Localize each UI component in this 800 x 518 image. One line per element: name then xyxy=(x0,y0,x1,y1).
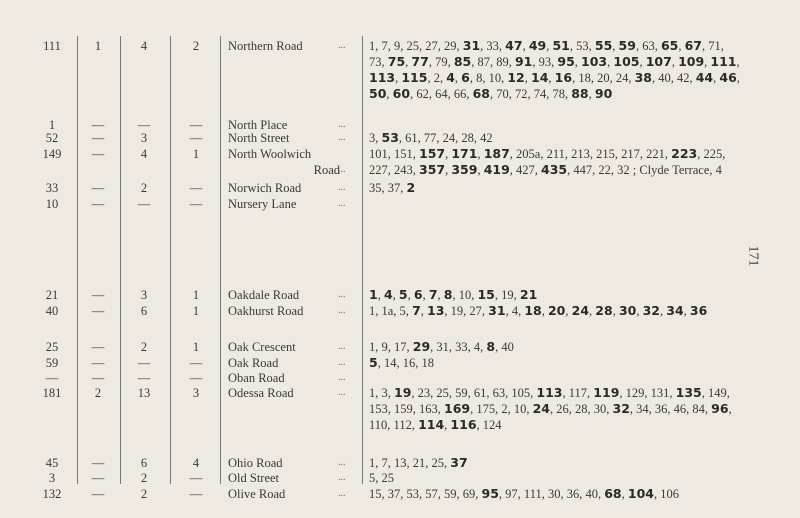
house-number-text: , 40 xyxy=(495,340,514,354)
count-column-3: 2 xyxy=(140,471,148,485)
total-count: 149 xyxy=(42,147,62,161)
house-number-text: , 149, 153, 159, 163, xyxy=(369,386,730,416)
bold-house-number: 95 xyxy=(481,486,499,501)
house-number-text: , xyxy=(405,55,412,69)
bold-house-number: 6 xyxy=(413,287,423,302)
count-column-3: — xyxy=(137,118,151,132)
house-numbers xyxy=(369,455,741,471)
house-number-text: , xyxy=(477,147,484,161)
leader-dots: ... xyxy=(338,182,346,193)
leader-dots: ... xyxy=(338,488,346,499)
leader-dots: ... xyxy=(338,372,346,383)
house-numbers xyxy=(369,38,741,102)
count-column-4: — xyxy=(189,371,203,385)
count-column-4: 1 xyxy=(192,147,200,161)
count-column-4: — xyxy=(189,356,203,370)
house-number-text: , 10, xyxy=(452,288,478,302)
house-number-text: , xyxy=(671,55,679,69)
bold-house-number: 75 xyxy=(387,54,406,69)
count-column-3: — xyxy=(137,197,151,211)
leader-dots: ... xyxy=(338,457,346,468)
count-column-2: — xyxy=(91,147,105,161)
house-number-text: , 70, 72, 74, 78, xyxy=(489,87,572,101)
bold-house-number: 113 xyxy=(536,385,563,400)
house-number-text: 62, 64, 66, xyxy=(416,87,473,101)
street-name: Nursery Lane xyxy=(228,197,297,211)
street-name: Oban Road xyxy=(228,371,285,385)
total-count: 59 xyxy=(45,356,59,370)
house-number-text: , 93, xyxy=(532,55,558,69)
bold-house-number: 36 xyxy=(689,303,708,318)
house-number-text: , 31, 33, 4, xyxy=(430,340,487,354)
house-number-text: , xyxy=(437,288,444,302)
house-number-text: , xyxy=(565,304,572,318)
house-number-text: , xyxy=(607,55,614,69)
column-rule-5 xyxy=(362,36,363,484)
count-column-3: 4 xyxy=(140,39,148,53)
house-number-text: , xyxy=(548,71,555,85)
bold-house-number: 5 xyxy=(398,287,408,302)
street-name: Oakdale Road xyxy=(228,288,300,302)
bold-house-number: 29 xyxy=(412,339,431,354)
count-column-3: — xyxy=(137,356,151,370)
bold-house-number: 7 xyxy=(412,303,421,318)
count-column-2: — xyxy=(91,131,105,145)
bold-house-number: 55 xyxy=(594,38,613,53)
bold-house-number: 32 xyxy=(612,401,630,416)
leader-dots: ... xyxy=(338,387,346,398)
bold-house-number: 31 xyxy=(488,303,506,318)
house-numbers xyxy=(369,470,741,486)
house-number-text: , 205a, 211, 213, 215, 217, 221, xyxy=(509,147,672,161)
count-column-2: — xyxy=(91,304,105,318)
column-rule-2 xyxy=(120,36,121,484)
street-name: Oak Crescent xyxy=(228,340,296,354)
bold-house-number: 77 xyxy=(411,54,429,69)
bold-house-number: 19 xyxy=(394,385,412,400)
house-number-text: 1, 3, xyxy=(369,386,394,400)
street-name: Northern Road xyxy=(228,39,303,53)
bold-house-number: 16 xyxy=(554,70,573,85)
street-name: North Place xyxy=(228,118,288,132)
count-column-3: 3 xyxy=(140,288,148,302)
bold-house-number: 4 xyxy=(446,70,455,85)
street-name: North Woolwich xyxy=(228,147,312,161)
total-count: 21 xyxy=(45,288,59,302)
leader-dots: ... xyxy=(338,472,346,483)
house-number-text: , 124 xyxy=(476,418,502,432)
count-column-2: — xyxy=(91,356,105,370)
count-column-2: — xyxy=(91,487,105,501)
bold-house-number: 95 xyxy=(557,54,575,69)
house-numbers xyxy=(369,146,741,178)
bold-house-number: 18 xyxy=(524,303,542,318)
count-column-2: — xyxy=(91,371,105,385)
house-number-text: , xyxy=(736,71,740,85)
house-number-text: 101, 151, xyxy=(369,147,419,161)
house-numbers xyxy=(369,486,741,502)
bold-house-number: 8 xyxy=(486,339,496,354)
house-number-text: , xyxy=(713,71,720,85)
count-column-3: 4 xyxy=(140,147,148,161)
house-number-text: , xyxy=(422,288,429,302)
bold-house-number: 67 xyxy=(684,38,702,53)
house-number-text: , xyxy=(541,304,548,318)
street-name: Old Street xyxy=(228,471,280,485)
house-number-text: , xyxy=(524,71,531,85)
house-number-text: , xyxy=(477,163,484,177)
house-number-text: , 34, 36, 46, 84, xyxy=(629,402,712,416)
bold-house-number: 14 xyxy=(531,70,549,85)
bold-house-number: 51 xyxy=(552,38,570,53)
bold-house-number: 187 xyxy=(483,146,510,161)
house-number-text: , 40, 42, xyxy=(651,71,696,85)
leader-dots: ... xyxy=(338,164,346,175)
house-number-text: , xyxy=(454,71,462,85)
house-number-text: , 87, 89, xyxy=(471,55,515,69)
bold-house-number: 171 xyxy=(451,146,478,161)
bold-house-number: 68 xyxy=(604,486,622,501)
bold-house-number: 28 xyxy=(595,303,613,318)
leader-dots: ... xyxy=(338,341,346,352)
bold-house-number: 1 xyxy=(369,287,378,302)
count-column-2: — xyxy=(91,456,105,470)
house-number-text: , xyxy=(444,418,451,432)
house-number-text: , 71, 73, xyxy=(369,39,724,69)
count-column-4: — xyxy=(189,131,203,145)
house-number-text: , xyxy=(612,39,619,53)
bold-house-number: 90 xyxy=(594,86,613,101)
house-number-text: , 97, 111, 30, 36, 40, xyxy=(498,487,605,501)
bold-house-number: 46 xyxy=(719,70,737,85)
page-number: 171 xyxy=(745,245,761,267)
bold-house-number: 419 xyxy=(483,162,510,177)
house-number-text: , xyxy=(704,55,711,69)
bold-house-number: 8 xyxy=(443,287,453,302)
house-number-text: , 53, xyxy=(569,39,595,53)
bold-house-number: 59 xyxy=(618,38,636,53)
house-number-text: , 63, xyxy=(635,39,661,53)
count-column-2: — xyxy=(91,288,105,302)
count-column-2: 1 xyxy=(94,39,102,53)
count-column-4: — xyxy=(189,181,203,195)
house-numbers xyxy=(369,303,741,319)
house-number-text: , xyxy=(445,147,452,161)
bold-house-number: 24 xyxy=(532,401,550,416)
house-number-text: , 33, xyxy=(480,39,506,53)
house-number-text: , xyxy=(588,87,595,101)
house-number-text: , 110, 112, xyxy=(369,402,732,432)
house-number-text: , 175, 2, 10, xyxy=(470,402,533,416)
count-column-2: — xyxy=(91,340,105,354)
house-number-text: , 79, xyxy=(428,55,454,69)
bold-house-number: 115 xyxy=(401,70,428,85)
total-count: 45 xyxy=(45,456,59,470)
house-number-text: , 117, xyxy=(562,386,594,400)
bold-house-number: 7 xyxy=(428,287,438,302)
bold-house-number: 37 xyxy=(450,455,468,470)
bold-house-number: 20 xyxy=(547,303,566,318)
house-number-text: , xyxy=(612,304,619,318)
house-numbers xyxy=(369,287,741,303)
bold-house-number: 12 xyxy=(507,70,525,85)
bold-house-number: 114 xyxy=(418,417,445,432)
count-column-4: — xyxy=(189,471,203,485)
count-column-3: 2 xyxy=(140,487,148,501)
house-number-text: , 427, xyxy=(509,163,542,177)
leader-dots: ... xyxy=(338,119,346,130)
street-name: Ohio Road xyxy=(228,456,283,470)
bold-house-number: 13 xyxy=(427,303,445,318)
count-column-4: — xyxy=(189,118,203,132)
house-number-text: , 18, 20, 24, xyxy=(572,71,635,85)
count-column-2: — xyxy=(91,471,105,485)
count-column-4: 3 xyxy=(192,386,200,400)
house-number-text: , xyxy=(407,288,414,302)
count-column-3: 6 xyxy=(140,304,148,318)
leader-dots: ... xyxy=(338,40,346,51)
bold-house-number: 30 xyxy=(618,303,637,318)
bold-house-number: 104 xyxy=(627,486,654,501)
bold-house-number: 88 xyxy=(571,86,589,101)
bold-house-number: 49 xyxy=(528,38,547,53)
house-numbers xyxy=(369,130,741,146)
house-number-text: 5, 25 xyxy=(369,471,394,485)
house-number-text: , xyxy=(574,55,582,69)
street-name: Oakhurst Road xyxy=(228,304,304,318)
house-number-text: , 26, 28, 30, xyxy=(550,402,613,416)
leader-dots: ... xyxy=(338,305,346,316)
bold-house-number: 111 xyxy=(710,54,737,69)
house-number-text: 3, xyxy=(369,131,382,145)
total-count: 33 xyxy=(45,181,59,195)
count-column-2: — xyxy=(91,181,105,195)
street-name: Olive Road xyxy=(228,487,286,501)
bold-house-number: 53 xyxy=(381,130,399,145)
count-column-2: — xyxy=(91,118,105,132)
house-number-text: , xyxy=(678,39,685,53)
house-number-text: , xyxy=(589,304,596,318)
house-number-text: 1, 7, 9, 25, 27, 29, xyxy=(369,39,463,53)
bold-house-number: 60 xyxy=(392,86,411,101)
bold-house-number: 68 xyxy=(472,86,490,101)
house-number-text: , xyxy=(639,55,646,69)
house-number-text: 1, 9, 17, xyxy=(369,340,413,354)
bold-house-number: 103 xyxy=(581,54,608,69)
street-name-continuation: Road xyxy=(313,163,340,177)
total-count: 132 xyxy=(42,487,62,501)
count-column-3: 13 xyxy=(137,386,151,400)
house-number-text: , xyxy=(636,304,643,318)
bold-house-number: 6 xyxy=(461,70,470,85)
house-number-text: , 23, 25, 59, 61, 63, 105, xyxy=(411,386,537,400)
house-number-text: , xyxy=(392,288,399,302)
house-number-text: , 4, xyxy=(505,304,525,318)
bold-house-number: 157 xyxy=(419,146,446,161)
bold-house-number: 359 xyxy=(451,162,478,177)
total-count: 10 xyxy=(45,197,59,211)
house-number-text: 1, 7, 13, 21, 25, xyxy=(369,456,451,470)
bold-house-number: 116 xyxy=(450,417,477,432)
house-number-text: , 106 xyxy=(653,487,679,501)
count-column-3: 6 xyxy=(140,456,148,470)
house-number-text: 1, 1a, 5, xyxy=(369,304,413,318)
bold-house-number: 109 xyxy=(678,54,705,69)
total-count: 181 xyxy=(42,386,62,400)
street-name: Oak Road xyxy=(228,356,279,370)
house-number-text: , xyxy=(621,487,628,501)
house-number-text: , 8, 10, xyxy=(469,71,508,85)
count-column-4: 1 xyxy=(192,340,200,354)
total-count: — xyxy=(45,371,59,385)
house-numbers xyxy=(369,355,741,371)
street-name: Norwich Road xyxy=(228,181,302,195)
leader-dots: ... xyxy=(338,357,346,368)
house-number-text: , xyxy=(395,71,402,85)
bold-house-number: 223 xyxy=(671,146,698,161)
column-rule-4 xyxy=(220,36,221,484)
house-number-text: , 19, 27, xyxy=(444,304,489,318)
house-numbers xyxy=(369,180,741,196)
count-column-2: 2 xyxy=(94,386,102,400)
house-number-text: , 14, 16, 18 xyxy=(377,356,434,370)
bold-house-number: 65 xyxy=(660,38,679,53)
house-number-text: , xyxy=(546,39,553,53)
house-number-text: , xyxy=(420,304,428,318)
bold-house-number: 32 xyxy=(642,303,661,318)
count-column-3: 2 xyxy=(140,340,148,354)
count-column-4: 1 xyxy=(192,288,200,302)
bold-house-number: 113 xyxy=(369,70,396,85)
bold-house-number: 38 xyxy=(634,70,652,85)
bold-house-number: 31 xyxy=(462,38,481,53)
bold-house-number: 21 xyxy=(519,287,538,302)
bold-house-number: 119 xyxy=(593,385,620,400)
bold-house-number: 4 xyxy=(383,287,393,302)
bold-house-number: 47 xyxy=(505,38,523,53)
house-number-text: , xyxy=(445,163,452,177)
bold-house-number: 96 xyxy=(711,401,729,416)
house-number-text: , xyxy=(522,39,529,53)
total-count: 111 xyxy=(43,39,61,53)
bold-house-number: 24 xyxy=(571,303,590,318)
bold-house-number: 169 xyxy=(444,401,471,416)
total-count: 25 xyxy=(45,340,59,354)
bold-house-number: 5 xyxy=(369,355,378,370)
house-number-text: , 447, 22, 32 ; Clyde Terrace, 4 xyxy=(567,163,722,177)
bold-house-number: 135 xyxy=(675,385,702,400)
house-number-text: , 2, xyxy=(427,71,447,85)
house-numbers xyxy=(369,385,741,433)
house-number-text: , xyxy=(660,304,667,318)
leader-dots: ... xyxy=(338,132,346,143)
house-number-text: , xyxy=(683,304,690,318)
house-number-text: , xyxy=(410,87,417,101)
total-count: 1 xyxy=(48,118,56,132)
bold-house-number: 91 xyxy=(514,54,533,69)
column-rule-1 xyxy=(77,36,78,484)
street-name: Odessa Road xyxy=(228,386,294,400)
count-column-4: — xyxy=(189,487,203,501)
total-count: 40 xyxy=(45,304,59,318)
bold-house-number: 34 xyxy=(666,303,684,318)
leader-dots: ... xyxy=(338,198,346,209)
count-column-3: — xyxy=(137,371,151,385)
total-count: 3 xyxy=(48,471,56,485)
count-column-3: 2 xyxy=(140,181,148,195)
count-column-4: — xyxy=(189,197,203,211)
street-name: North Street xyxy=(228,131,290,145)
bold-house-number: 107 xyxy=(645,54,672,69)
count-column-2: — xyxy=(91,197,105,211)
house-number-text: , xyxy=(377,288,384,302)
count-column-4: 1 xyxy=(192,304,200,318)
house-number-text: , xyxy=(386,87,393,101)
house-number-text: 15, 37, 53, 57, 59, 69, xyxy=(369,487,482,501)
house-number-text: , 129, 131, xyxy=(619,386,676,400)
count-column-4: 2 xyxy=(192,39,200,53)
house-number-text: , 61, 77, 24, 28, 42 xyxy=(398,131,493,145)
column-rule-3 xyxy=(170,36,171,484)
bold-house-number: 85 xyxy=(453,54,472,69)
total-count: 52 xyxy=(45,131,59,145)
house-number-text: 35, 37, xyxy=(369,181,407,195)
house-number-text: , 225, 227, 243, xyxy=(369,147,726,177)
count-column-3: 3 xyxy=(140,131,148,145)
leader-dots: ... xyxy=(338,289,346,300)
bold-house-number: 435 xyxy=(541,162,568,177)
house-numbers xyxy=(369,339,741,355)
bold-house-number: 2 xyxy=(406,180,416,195)
bold-house-number: 105 xyxy=(613,54,640,69)
count-column-4: 4 xyxy=(192,456,200,470)
house-number-text: , xyxy=(736,55,740,69)
house-number-text: , 19, xyxy=(494,288,520,302)
bold-house-number: 15 xyxy=(477,287,495,302)
bold-house-number: 357 xyxy=(419,162,446,177)
bold-house-number: 50 xyxy=(369,86,387,101)
bold-house-number: 44 xyxy=(695,70,714,85)
